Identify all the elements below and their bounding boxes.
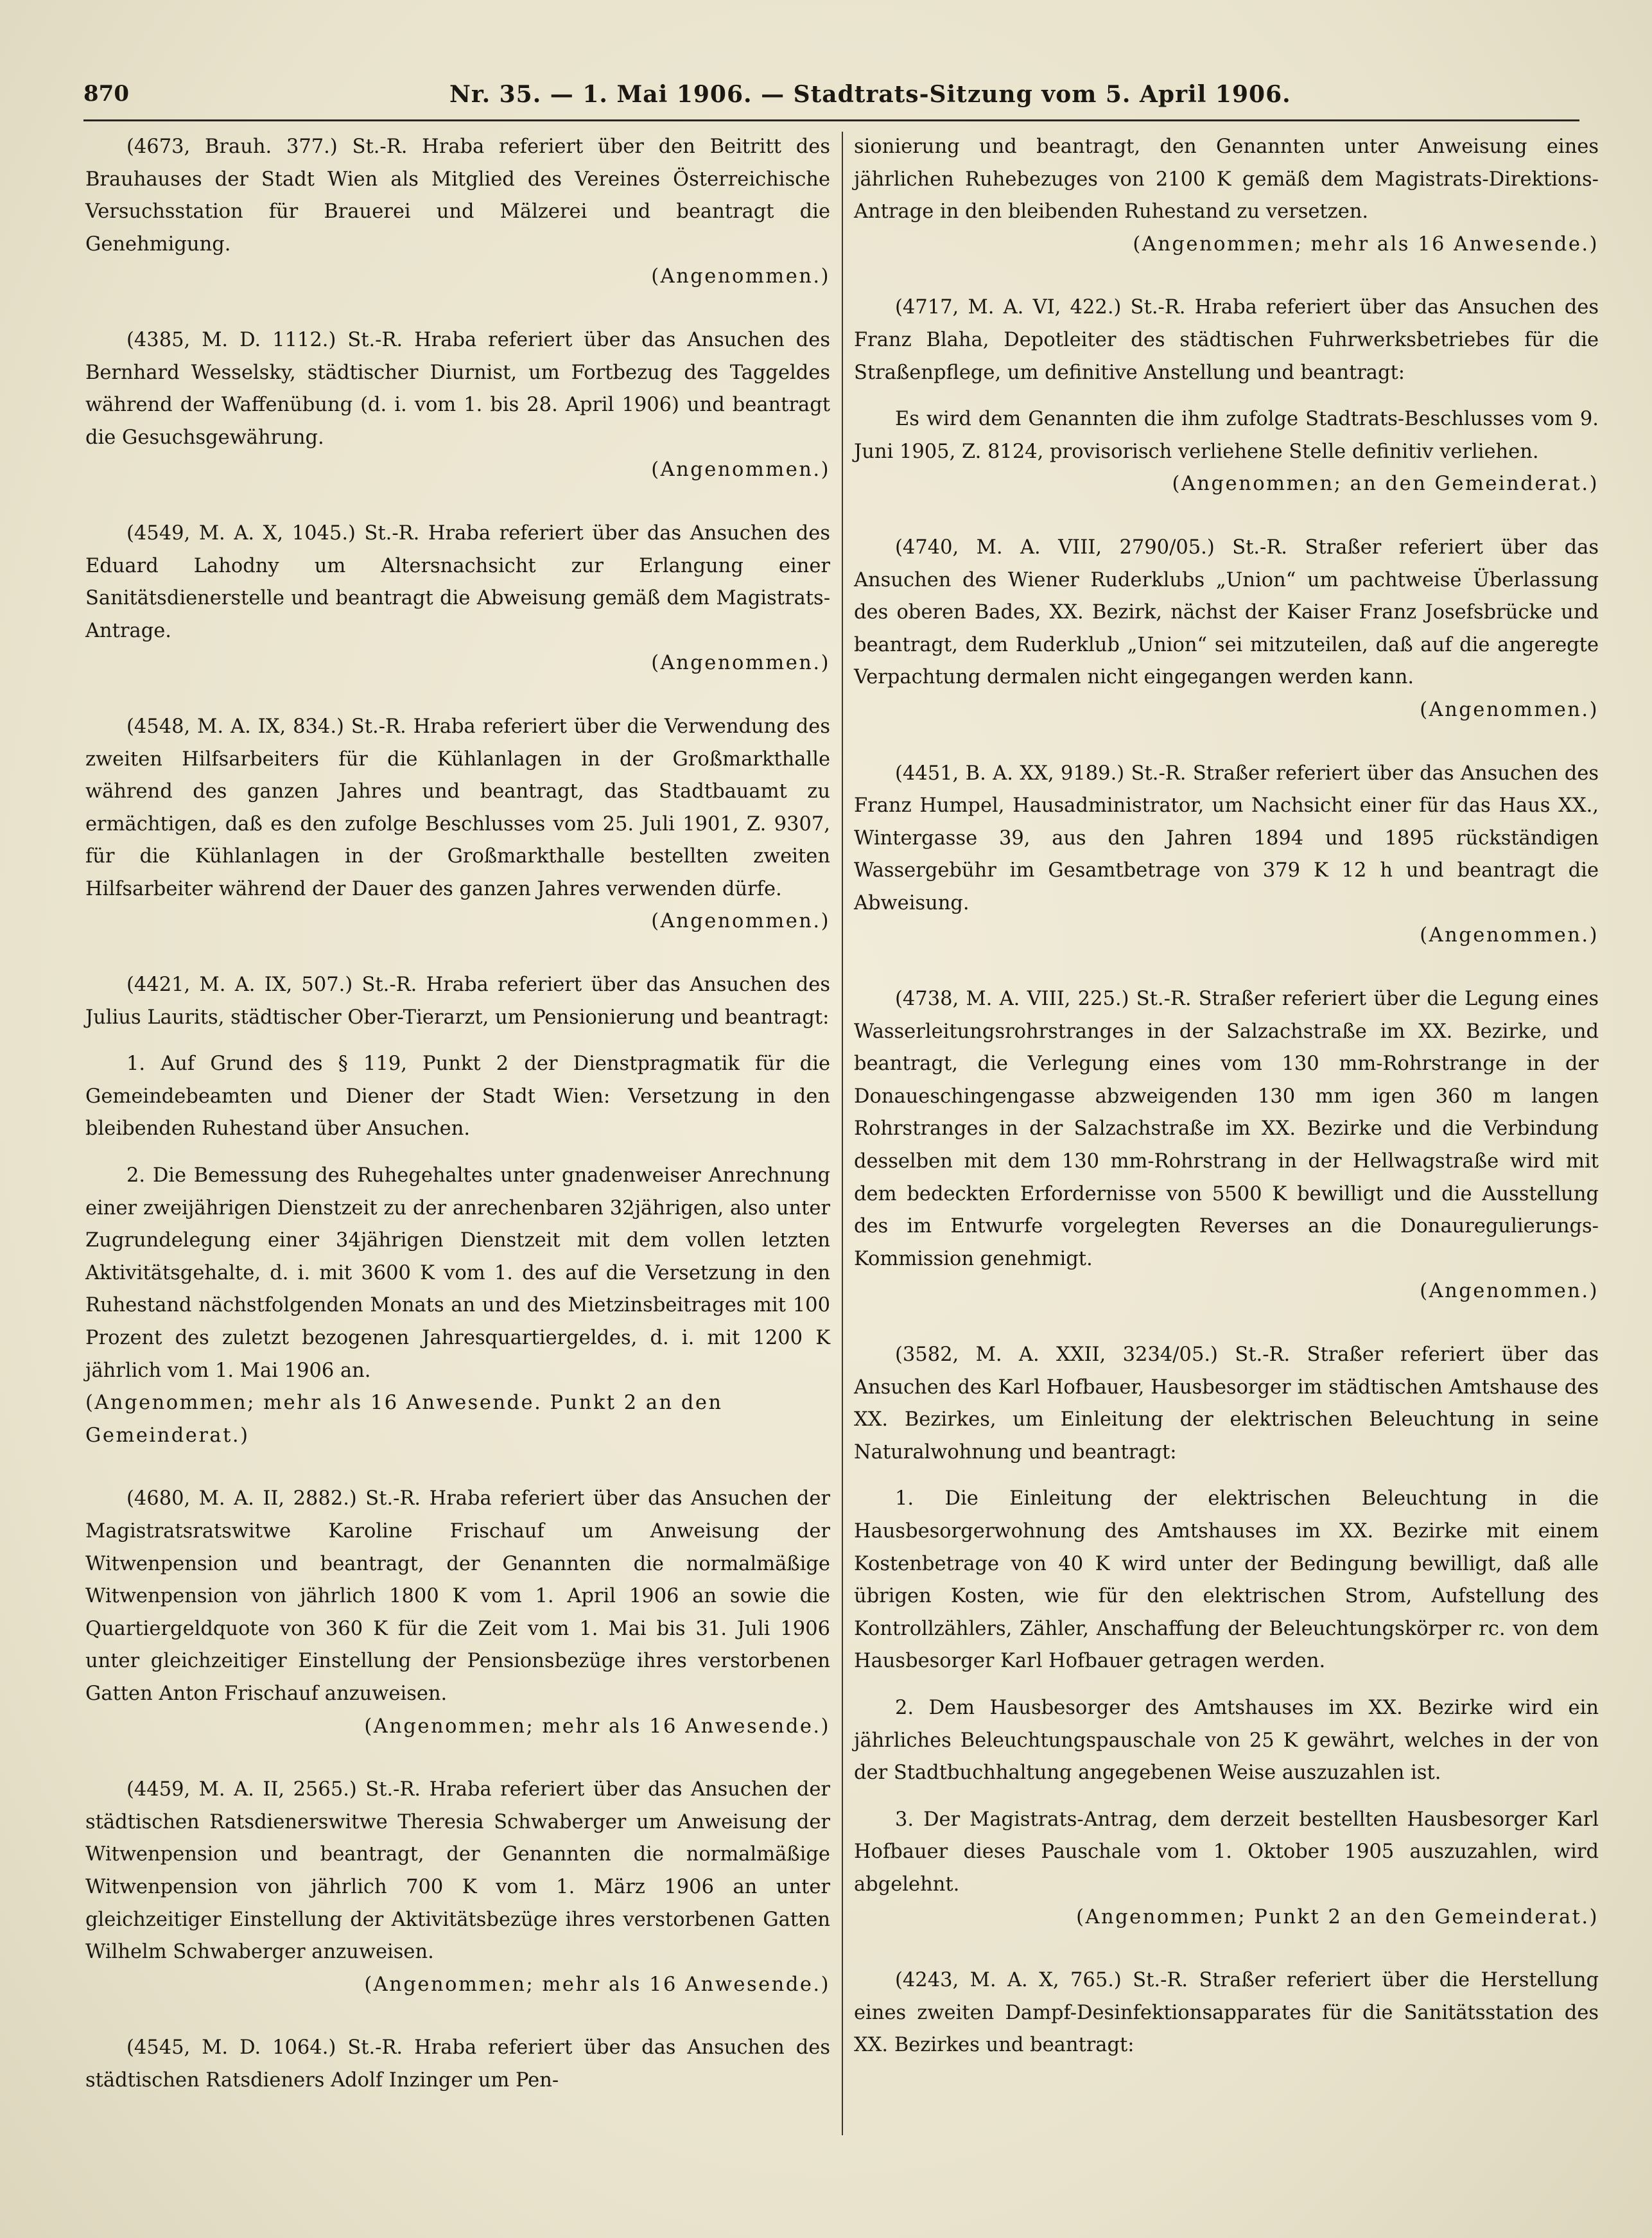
entry-4738-text: (4738, M. A. VIII, 225.) St.-R. Straßer referiert über die Legung eines Wasserleitungsrohrstranges in der Salzachstraße im XX. Bezirke, und beantragt, die Verlegung eines vom 130 mm-Rohrstrange in der Donaueschingengasse abzweigenden 130 mm igen 360 m langen Rohrstranges in der Salzachstraße im XX. Bezirke und die Verbindung desselben mit dem 130 mm-Rohrstrang in der Hellwagstraße wird mit dem bedeckten Erfordernisse von 5500 K bewilligt und die Ausstellung des im Entwurfe vorgelegten Reverses an die Donauregulierungs-Kommission genehmigt. [854,988,1599,1270]
entry-4421-result: (Angenommen; mehr als 16 Anwesende. Punkt 2 an den Gemeinderat.) [85,1392,723,1447]
entry-4548-result: (Angenommen.) [651,910,830,933]
left-column [85,131,830,2097]
entry-4451-text: (4451, B. A. XX, 9189.) St.-R. Straßer referiert über das Ansuchen des Franz Humpel, Hausadministrator, um Nachsicht einer für das Haus XX., Wintergasse 39, aus den Jahren 1894 und 1895 rückständigen Wassergebühr im Gesamtbetrage von 379 K 12 h und beantragt die Abweisung. [854,762,1599,914]
entry-4385-text: (4385, M. D. 1112.) St.-R. Hraba referiert über das Ansuchen des Bernhard Wesselsky, städtischer Diurnist, um Fortbezug des Taggeldes während der Waffenübung (d. i. vom 1. bis 28. April 1906) und beantragt die Gesuchsgewährung. [85,328,830,449]
entry-4545-result: (Angenommen; mehr als 16 Anwesende.) [1133,232,1599,256]
entry-4545-text: (4545, M. D. 1064.) St.-R. Hraba referiert über das Ansuchen des städtischen Ratsdieners Adolf Inzinger um Pen- [85,2036,830,2092]
entry-4740-result: (Angenommen.) [1420,698,1599,721]
page-number: 870 [83,81,129,107]
entry-3582-text: (3582, M. A. XXII, 3234/05.) St.-R. Straßer referiert über das Ansuchen des Karl Hofbauer, Hausbesorger im städtischen Amtshause des XX. Bezirkes, um Einleitung der elektrischen Beleuchtung in seine Naturalwohnung und beantragt: [854,1343,1599,1464]
column-divider [842,132,843,2135]
entry-4738-result: (Angenommen.) [1420,1280,1599,1303]
entry-4451-result: (Angenommen.) [1420,924,1599,947]
entry-3582-item-1: 1. Die Einleitung der elektrischen Beleuchtung in die Hausbesorgerwohnung des Amtshauses im XX. Bezirke mit einem Kostenbetrage von 40 K wird unter der Bedingung bewilligt, daß alle übrigen Kosten, wie für den elektrischen Strom, Aufstellung des Kontrollzählers, Zähler, Anschaffung der Beleuchtungskörper rc. von dem Hausbesorger Karl Hofbauer getragen werden. [854,1487,1599,1673]
header-rule [83,119,1579,121]
entry-4680-result: (Angenommen; mehr als 16 Anwesende.) [364,1715,830,1738]
entry-4549-result: (Angenommen.) [651,652,830,675]
entry-4459-result: (Angenommen; mehr als 16 Anwesende.) [364,1973,830,1996]
entry-4459-text: (4459, M. A. II, 2565.) St.-R. Hraba referiert über das Ansuchen der städtischen Ratsdienerswitwe Theresia Schwaberger um Anweisung der Witwenpension und beantragt, der Genannten die normalmäßige Witwenpension von jährlich 700 K vom 1. März 1906 an unter gleichzeitiger Einstellung der Aktivitätsbezüge ihres verstorbenen Gatten Wilhelm Schwaberger anzuweisen. [85,1778,830,1964]
entry-4673-result: (Angenommen.) [651,265,830,288]
entry-4243-text: (4243, M. A. X, 765.) St.-R. Straßer referiert über die Herstellung eines zweiten Dampf-Desinfektionsapparates für die Sanitätsstation des XX. Bezirkes und beantragt: [854,1969,1599,2057]
entry-4680-text: (4680, M. A. II, 2882.) St.-R. Hraba referiert über das Ansuchen der Magistratsratswitwe Karoline Frischauf um Anweisung der Witwenpension und beantragt, der Genannten die normalmäßige Witwenpension von jährlich 1800 K vom 1. April 1906 an sowie die Quartiergeldquote von 360 K für die Zeit vom 1. Mai bis 31. Juli 1906 unter gleichzeitiger Einstellung der Pensionsbezüge ihres verstorbenen Gatten Anton Frischauf anzuweisen. [85,1487,830,1705]
entry-4673-text: (4673, Brauh. 377.) St.-R. Hraba referiert über den Beitritt des Brauhauses der Stadt Wien als Mitglied des Vereines Österreichische Versuchsstation für Brauerei und Mälzerei und beantragt die Genehmigung. [85,136,830,256]
entry-4545-continued-text: sionierung und beantragt, den Genannten unter Anweisung eines jährlichen Ruhebezuges von 2100 K gemäß dem Magistrats-Direktions-Antrage in den bleibenden Ruhestand zu versetzen. [854,136,1599,223]
entry-4549-text: (4549, M. A. X, 1045.) St.-R. Hraba referiert über das Ansuchen des Eduard Lahodny um Altersnachsicht zur Erlangung einer Sanitätsdienerstelle und beantragt die Abweisung gemäß dem Magistrats-Antrage. [85,521,830,642]
page-header [83,76,1579,114]
entry-4717-text: (4717, M. A. VI, 422.) St.-R. Hraba referiert über das Ansuchen des Franz Blaha, Depotleiter des städtischen Fuhrwerksbetriebes für die Straßenpflege, um definitive Anstellung und beantragt: [854,296,1599,384]
entry-4421-item-2: 2. Die Bemessung des Ruhegehaltes unter gnadenweiser Anrechnung einer zweijährigen Dienstzeit zu der anrechenbaren 32jährigen, also unter Zugrundelegung einer 34jährigen Dienstzeit mit dem vollen letzten Aktivitätsgehalte, d. i. mit 3600 K vom 1. des auf die Versetzung in den Ruhestand nächstfolgenden Monats an und des Mietzinsbeitrages mit 100 Prozent des zuletzt bezogenen Jahresquartiergeldes, d. i. mit 1200 K jährlich vom 1. Mai 1906 an. [85,1164,830,1382]
entry-3582-result: (Angenommen; Punkt 2 an den Gemeinderat.) [1076,1905,1599,1928]
entry-3582-item-3: 3. Der Magistrats-Antrag, dem derzeit bestellten Hausbesorger Karl Hofbauer dieses Pauschale vom 1. Oktober 1905 auszuzahlen, wird abgelehnt. [854,1808,1599,1896]
entry-4717-result: (Angenommen; an den Gemeinderat.) [1172,473,1599,496]
entry-4717-item-1: Es wird dem Genannten die ihm zufolge Stadtrats-Beschlusses vom 9. Juni 1905, Z. 8124, provisorisch verliehene Stelle definitiv verliehen. [854,408,1599,463]
right-column [854,131,1599,2062]
page-title: Nr. 35. — 1. Mai 1906. — Stadtrats-Sitzung vom 5. April 1906. [449,81,1291,108]
entry-4385-result: (Angenommen.) [651,459,830,482]
entry-4421-text: (4421, M. A. IX, 507.) St.-R. Hraba referiert über das Ansuchen des Julius Laurits, städtischer Ober-Tierarzt, um Pensionierung und beantragt: [85,974,830,1029]
entry-4548-text: (4548, M. A. IX, 834.) St.-R. Hraba referiert über die Verwendung des zweiten Hilfsarbeiters für die Kühlanlagen in der Großmarkthalle während des ganzen Jahres und beantragt, das Stadtbauamt zu ermächtigen, daß es den zufolge Beschlusses vom 25. Juli 1901, Z. 9307, für die Kühlanlagen in der Großmarkthalle bestellten zweiten Hilfsarbeiter während der Dauer des ganzen Jahres verwenden dürfe. [85,715,830,900]
entry-3582-item-2: 2. Dem Hausbesorger des Amtshauses im XX. Bezirke wird ein jährliches Beleuchtungspauschale von 25 K gewährt, welches in der von der Stadtbuchhaltung angegebenen Weise auszuzahlen ist. [854,1696,1599,1785]
entry-4421-item-1: 1. Auf Grund des § 119, Punkt 2 der Dienstpragmatik für die Gemeindebeamten und Diener der Stadt Wien: Versetzung in den bleibenden Ruhestand über Ansuchen. [85,1053,830,1141]
entry-4740-text: (4740, M. A. VIII, 2790/05.) St.-R. Straßer referiert über das Ansuchen des Wiener Ruderklubs „Union“ um pachtweise Überlassung des oberen Bades, XX. Bezirk, nächst der Kaiser Franz Josefsbrücke und beantragt, dem Ruderklub „Union“ sei mitzuteilen, daß auf die angeregte Verpachtung dermalen nicht eingegangen werden kann. [854,536,1599,689]
